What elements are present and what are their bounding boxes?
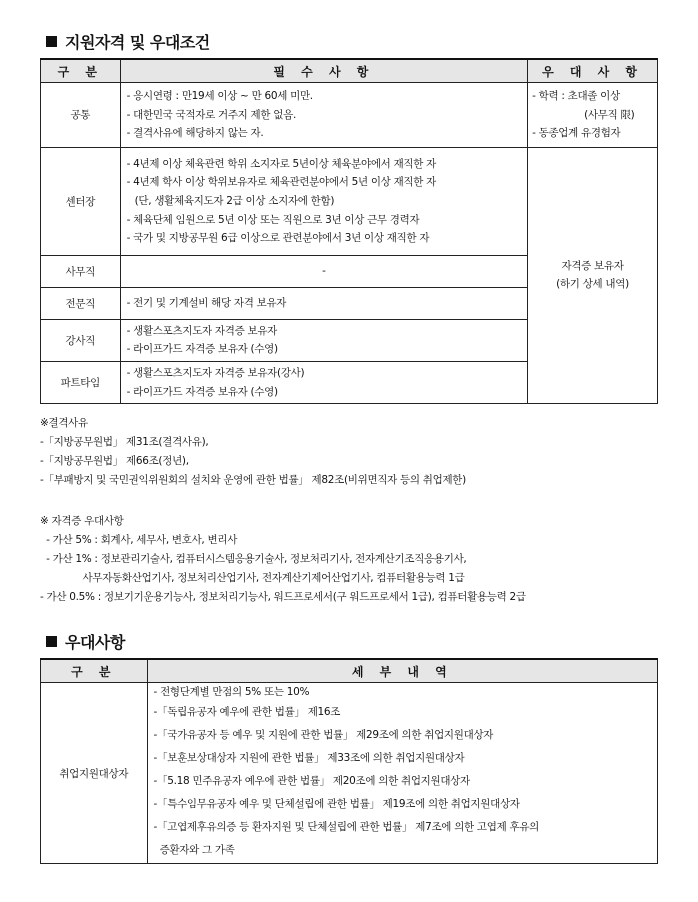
list-item: - 4년제 학사 이상 학위보유자로 체육관련분야에서 5년 이상 재직한 자 <box>126 176 436 189</box>
heading-text: 지원자격 및 우대조건 <box>65 33 210 52</box>
square-bullet-icon <box>46 636 57 647</box>
disqualification-notes <box>40 414 466 490</box>
list-item: -「국가유공자 등 예우 및 지원에 관한 법률」 제29조에 의한 취업지원대상자 <box>153 729 494 741</box>
section-heading-qualifications <box>46 30 210 53</box>
row-category: 파트타임 <box>41 361 121 403</box>
list-item: - 대한민국 국적자로 거주지 제한 없음. <box>126 108 296 121</box>
table-row <box>41 147 658 255</box>
list-item: 사무자동화산업기사, 정보처리산업기사, 전자계산기제어산업기사, 컴퓨터활용능력 1급 <box>40 572 465 584</box>
list-item: -「지방공무원법」 제31조(결격사유), <box>40 436 209 448</box>
row-requirements <box>120 361 527 403</box>
row-category: 취업지원대상자 <box>41 683 148 864</box>
heading-text: 우대사항 <box>65 633 125 652</box>
qualification-table <box>40 58 658 404</box>
list-item: - 라이프가드 자격증 보유자 (수영) <box>126 343 278 356</box>
list-item: - 전형단계별 만점의 5% 또는 10% <box>153 686 310 698</box>
list-item: - 응시연령 : 만19세 이상 ~ 만 60세 미만. <box>126 90 313 102</box>
row-requirements <box>120 287 527 319</box>
list-item: - 4년제 이상 체육관련 학위 소지자로 5년이상 체육분야에서 재직한 자 <box>126 157 436 170</box>
list-item: - 동종업계 유경험자 <box>532 127 621 140</box>
row-requirements <box>120 147 527 255</box>
list-item: -「부패방지 및 국민권익위원회의 설치와 운영에 관한 법률」 제82조(비위면직자 등의 취업제한) <box>40 474 466 486</box>
list-item: - 가산 1% : 정보관리기술사, 컴퓨터시스템응용기술사, 정보처리기사, 전자계산기조직응용기사, <box>40 553 467 565</box>
table-row <box>41 683 658 864</box>
list-item: - 라이프가드 자격증 보유자 (수영) <box>126 385 278 398</box>
list-item: - 전기 및 기계설비 해당 자격 보유자 <box>126 296 287 309</box>
list-item: -「5.18 민주유공자 예우에 관한 법률」 제20조에 의한 취업지원대상자 <box>153 775 470 787</box>
list-item: -「독립유공자 예우에 관한 법률」 제16조 <box>153 706 341 718</box>
list-item: - 체육단체 임원으로 5년 이상 또는 직원으로 3년 이상 근무 경력자 <box>126 213 420 226</box>
square-bullet-icon <box>46 36 57 47</box>
list-item: - 가산 0.5% : 정보기기운용기능사, 정보처리기능사, 워드프로세서(구 워드프로세서 1급), 컴퓨터활용능력 2급 <box>40 591 526 603</box>
list-item: - 결격사유에 해당하지 않는 자. <box>126 127 264 140</box>
row-requirements <box>120 319 527 361</box>
list-item: - 생활스포츠지도자 자격증 보유자(강사) <box>126 366 305 379</box>
preference-table <box>40 658 658 864</box>
header-details: 세 부 내 역 <box>147 659 657 683</box>
list-item: -「보훈보상대상자 지원에 관한 법률」 제33조에 의한 취업지원대상자 <box>153 752 465 764</box>
list-item: - 학력 : 초대졸 이상 <box>532 90 620 102</box>
header-category: 구 분 <box>41 659 148 683</box>
list-item: (사무직 限) <box>584 108 635 121</box>
header-category: 구 분 <box>41 59 121 83</box>
notes-title: ※결격사유 <box>40 417 88 429</box>
row-category: 전문직 <box>41 287 121 319</box>
table-row <box>41 83 658 148</box>
list-item: -「특수임무유공자 예우 및 단체설립에 관한 법률」 제19조에 의한 취업지원대상자 <box>153 798 520 810</box>
row-category: 센터장 <box>41 147 121 255</box>
header-required: 필 수 사 항 <box>120 59 527 83</box>
list-item: 자격증 보유자 <box>561 260 624 273</box>
list-item: - 생활스포츠지도자 자격증 보유자 <box>126 324 278 337</box>
preferred-cert <box>528 147 658 403</box>
preferred-common <box>528 83 658 148</box>
list-item: (하기 상세 내역) <box>556 278 629 291</box>
row-category: 사무직 <box>41 255 121 287</box>
certificate-notes <box>40 512 526 607</box>
notes-title: ※ 자격증 우대사항 <box>40 515 124 527</box>
list-item: (단, 생활체육지도자 2급 이상 소지자에 한함) <box>134 194 335 207</box>
row-category: 강사직 <box>41 319 121 361</box>
header-preferred: 우 대 사 항 <box>528 59 658 83</box>
list-item: -「지방공무원법」 제66조(정년), <box>40 455 189 467</box>
section-heading-preferences <box>46 630 125 653</box>
row-category: 공통 <box>41 83 121 148</box>
list-item: - 가산 5% : 회계사, 세무사, 변호사, 변리사 <box>40 534 238 546</box>
list-item: -「고엽제후유의증 등 환자지원 및 단체설립에 관한 법률」 제7조에 의한 고엽제 후유의 <box>153 821 540 833</box>
row-details <box>147 683 657 864</box>
list-item: - 국가 및 지방공무원 6급 이상으로 관련분야에서 3년 이상 재직한 자 <box>126 232 430 245</box>
row-requirements: - <box>120 255 527 287</box>
list-item: 증환자와 그 가족 <box>153 844 235 856</box>
row-requirements <box>120 83 527 148</box>
